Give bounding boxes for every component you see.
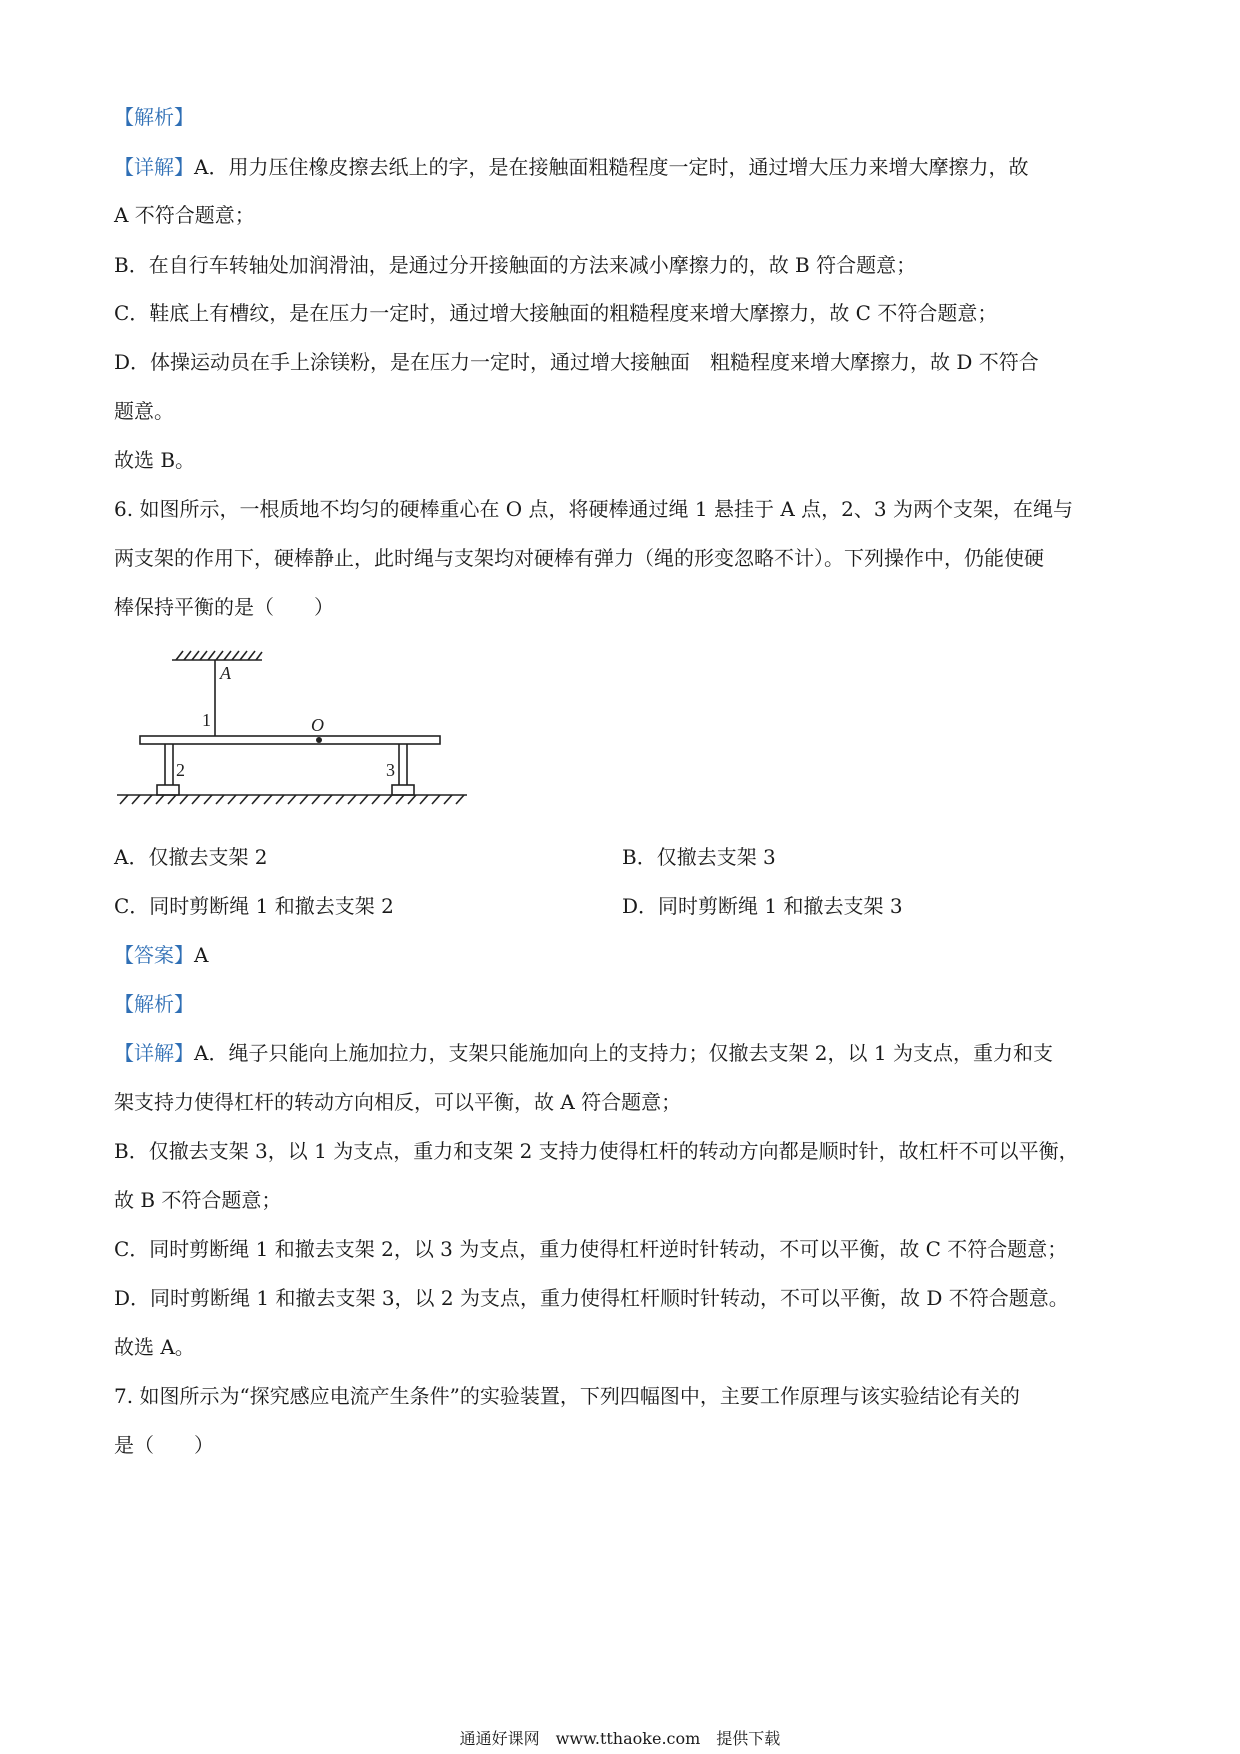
- q6-stem-line3: 棒保持平衡的是（ ）: [114, 595, 334, 619]
- label-A: A: [220, 663, 231, 683]
- q6-detail-d: D．同时剪断绳 1 和撤去支架 3，以 2 为支点，重力使得杠杆顺时针转动，不可以平衡，故 D 不符合题意。: [114, 1286, 1069, 1310]
- q6-detail-a-text: A．绳子只能向上施加拉力，支架只能施加向上的支持力；仅撤去支架 2，以 1 为支点，重力和支: [194, 1041, 1053, 1065]
- label-O: O: [311, 715, 324, 735]
- q6-detail-b-line1: B．仅撤去支架 3，以 1 为支点，重力和支架 2 支持力使得杠杆的转动方向都是顺时针，故杠杆不可以平衡，: [114, 1139, 1079, 1163]
- q5-detail-heading: 【详解】: [114, 155, 194, 179]
- q5-detail-a-line1: [114, 152, 1028, 182]
- q6-answer-value: A: [194, 943, 209, 967]
- q6-detail-heading: 【详解】: [114, 1041, 194, 1065]
- q5-analysis-heading: 【解析】: [114, 105, 194, 129]
- q6-detail-c: C．同时剪断绳 1 和撤去支架 2，以 3 为支点，重力使得杠杆逆时针转动，不可以平衡，故 C 不符合题意；: [114, 1237, 1068, 1261]
- q6-analysis-heading: 【解析】: [114, 992, 194, 1016]
- q6-stem-line2: 两支架的作用下，硬棒静止，此时绳与支架均对硬棒有弹力（绳的形变忽略不计）。下列操作中，仍能使硬: [114, 546, 1044, 570]
- q5-detail-b: B．在自行车转轴处加润滑油，是通过分开接触面的方法来减小摩擦力的，故 B 符合题意；: [114, 253, 917, 277]
- q6-conclusion: 故选 A。: [114, 1335, 195, 1359]
- q5-detail-a-line2: A 不符合题意；: [114, 203, 255, 227]
- q6-detail-b-line2: 故 B 不符合题意；: [114, 1188, 282, 1212]
- q7-stem-line1: 7. 如图所示为“探究感应电流产生条件”的实验装置，下列四幅图中，主要工作原理与该实验结论有关的: [114, 1384, 1020, 1408]
- center-of-gravity-point: [316, 737, 322, 743]
- q5-detail-c: C．鞋底上有槽纹，是在压力一定时，通过增大接触面的粗糙程度来增大摩擦力，故 C 不符合题意；: [114, 301, 998, 325]
- q6-answer-line: [114, 940, 208, 970]
- q6-answer-heading: 【答案】: [114, 943, 194, 967]
- q5-detail-d-line2: 题意。: [114, 399, 174, 423]
- q6-detail-a-line2: 架支持力使得杠杆的转动方向相反，可以平衡，故 A 符合题意；: [114, 1090, 682, 1114]
- q6-option-d: D．同时剪断绳 1 和撤去支架 3: [622, 894, 903, 918]
- ground-hatching: [120, 795, 464, 804]
- q5-detail-a-text: A．用力压住橡皮擦去纸上的字，是在接触面粗糙程度一定时，通过增大压力来增大摩擦力，故: [194, 155, 1029, 179]
- rod: [140, 736, 440, 744]
- ceiling-hatching: [176, 651, 262, 660]
- page-footer: 通通好课网 www.tthaoke.com 提供下载: [459, 1729, 781, 1748]
- q5-detail-d-line1: D．体操运动员在手上涂镁粉，是在压力一定时，通过增大接触面 粗糙程度来增大摩擦力，故 D 不符合: [114, 350, 1039, 374]
- label-support-2: 2: [176, 760, 185, 780]
- q6-stem-line1: 6. 如图所示，一根质地不均匀的硬棒重心在 O 点，将硬棒通过绳 1 悬挂于 A 点，2、3 为两个支架，在绳与: [114, 497, 1073, 521]
- q5-conclusion: 故选 B。: [114, 448, 196, 472]
- q6-option-a: A．仅撤去支架 2: [114, 845, 268, 869]
- q6-option-b: B．仅撤去支架 3: [622, 845, 776, 869]
- support-3: [392, 744, 414, 795]
- q7-stem-line2: 是（ ）: [114, 1433, 214, 1457]
- label-rope-1: 1: [202, 710, 211, 730]
- lever-diagram: [112, 642, 472, 812]
- q6-detail-a-line1: [114, 1038, 1053, 1068]
- label-support-3: 3: [386, 760, 395, 780]
- q6-option-c: C．同时剪断绳 1 和撤去支架 2: [114, 894, 394, 918]
